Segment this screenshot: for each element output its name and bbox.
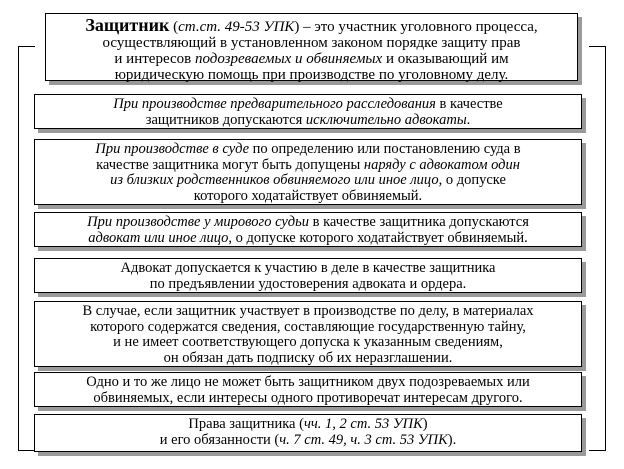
rights-duties-box xyxy=(34,414,582,452)
text-line xyxy=(35,433,581,449)
plain-text: ). xyxy=(447,431,457,448)
definition-box xyxy=(45,13,578,81)
plain-text: и его обязанности ( xyxy=(159,431,280,448)
plain-text: . xyxy=(466,111,471,128)
plain-text: и не имеет соответствующего допуска к указанным сведениям, xyxy=(113,334,503,350)
text-line xyxy=(35,215,581,231)
plain-text: ) xyxy=(422,416,428,432)
magistrate-court-box xyxy=(34,212,582,247)
text-line xyxy=(35,173,581,189)
text-line xyxy=(35,417,581,433)
text-line xyxy=(35,142,581,158)
text-line xyxy=(35,189,581,205)
text-line xyxy=(35,113,581,129)
text-line xyxy=(35,335,581,351)
text-line xyxy=(35,158,581,174)
plain-text: в качестве xyxy=(435,96,503,112)
plain-text: , о допуске которого ходатайствует обвиняемый. xyxy=(228,229,528,246)
plain-text: по определению или постановлению суда в xyxy=(249,141,521,157)
plain-text: юридическую помощь при производстве по уголовному делу. xyxy=(114,67,509,83)
italic-text: подозреваемых и обвиняемых xyxy=(194,51,383,67)
plain-text: он обязан дать подписку об их неразглашении. xyxy=(163,349,453,366)
italic-text: адвокат или иное лицо xyxy=(88,229,229,246)
attorney-admission-box xyxy=(34,258,582,293)
text-line xyxy=(35,304,581,320)
plain-text: и интересов xyxy=(114,51,195,67)
plain-text: Права защитника ( xyxy=(188,416,304,432)
right-connector-bracket xyxy=(589,46,606,451)
left-connector-bracket xyxy=(18,46,35,451)
state-secret-box xyxy=(34,301,582,367)
plain-text: и оказывающий им xyxy=(382,51,509,67)
text-line xyxy=(35,277,581,293)
plain-text: обвиняемых, если интересы одного противоречат интересам другого. xyxy=(93,389,523,406)
text-line xyxy=(35,391,581,407)
plain-text: ( xyxy=(169,19,179,35)
definition-term: Защитник xyxy=(85,15,170,35)
text-line xyxy=(46,67,577,83)
italic-text: При производстве предварительного расследования xyxy=(113,96,436,112)
italic-text: исключительно адвокаты xyxy=(305,111,467,128)
conflict-of-interest-box xyxy=(34,372,582,407)
plain-text: Одно и то же лицо не может быть защитником двух подозреваемых или xyxy=(86,374,530,390)
text-line xyxy=(46,51,577,67)
plain-text: защитников допускаются xyxy=(145,111,306,128)
plain-text: по предъявлении удостоверения адвоката и ордера. xyxy=(149,275,467,292)
italic-text: При производстве в суде xyxy=(95,141,250,157)
text-line xyxy=(35,320,581,336)
italic-text: из близких родственников обвиняемого или иное лицо xyxy=(110,172,439,188)
plain-text: которого содержатся сведения, составляющие государственную тайну, xyxy=(90,318,526,335)
italic-text: ст.ст. 49-53 УПК xyxy=(178,19,295,35)
text-line xyxy=(35,97,581,113)
plain-text: осуществляющий в установленном законом порядке защиту прав xyxy=(102,35,521,51)
text-line xyxy=(35,261,581,277)
italic-text: чч. 1, 2 ст. 53 УПК xyxy=(303,416,423,432)
text-line xyxy=(46,35,577,51)
text-line xyxy=(35,351,581,367)
plain-text: которого ходатайствует обвиняемый. xyxy=(193,187,423,204)
court-proceedings-box xyxy=(34,139,582,205)
plain-text: В случае, если защитник участвует в производстве по делу, в материалах xyxy=(82,303,534,319)
preliminary-investigation-box xyxy=(34,94,582,129)
plain-text: качестве защитника могут быть допущены xyxy=(96,156,364,173)
plain-text: в качестве защитника допускаются xyxy=(309,214,529,230)
italic-text: ч. 7 ст. 49, ч. 3 ст. 53 УПК xyxy=(279,431,448,448)
plain-text: Адвокат допускается к участию в деле в качестве защитника xyxy=(120,260,496,276)
italic-text: При производстве у мирового судьи xyxy=(87,214,309,230)
text-line xyxy=(46,17,577,35)
text-line xyxy=(35,231,581,247)
plain-text: ) – это участник уголовного процесса, xyxy=(294,19,538,35)
text-line xyxy=(35,375,581,391)
italic-text: наряду с адвокатом один xyxy=(363,156,520,173)
plain-text: , о допуске xyxy=(438,172,506,188)
